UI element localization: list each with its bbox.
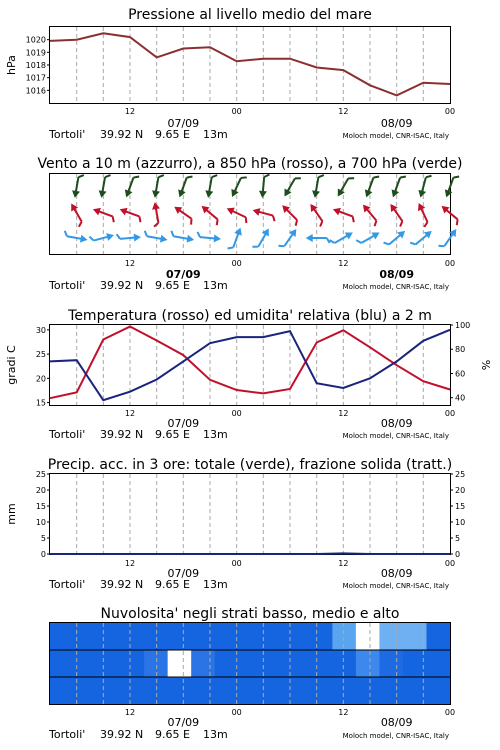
- wind-arrow: [117, 232, 142, 243]
- wind-arrow: [204, 174, 217, 199]
- model-credit: Moloch model, CNR-ISAC, Italy: [342, 132, 449, 140]
- wind-arrow: [170, 231, 195, 244]
- wind-arrow-head: [332, 205, 341, 215]
- x-tick-label: 00: [444, 409, 456, 418]
- wind-arrow: [225, 205, 251, 223]
- temp-humidity-panel: [5, 308, 493, 441]
- wind-arrow-barb: [264, 174, 269, 177]
- x-tick-label: 00: [444, 708, 456, 717]
- y-tick-label: 25: [35, 350, 46, 360]
- wind-arrow: [171, 203, 196, 224]
- x-tick-label: 00: [231, 409, 242, 418]
- wind-arrow-head: [151, 201, 160, 209]
- wind-arrow: [410, 227, 434, 249]
- wind-arrow-head: [362, 189, 372, 198]
- wind-arrow: [91, 205, 117, 222]
- wind-arrow: [118, 205, 144, 222]
- wind-arrow-barb: [241, 175, 247, 180]
- cloud-cell: [121, 650, 145, 677]
- y-tick-label: 25: [35, 470, 46, 479]
- y-tick-label: 15: [35, 398, 46, 408]
- x-tick-label: 12: [124, 259, 136, 268]
- cloud-cell: [309, 623, 333, 650]
- wind-arrow: [228, 226, 245, 252]
- x-tick-label: 12: [124, 409, 136, 418]
- model-credit: Moloch model, CNR-ISAC, Italy: [342, 432, 449, 440]
- wind-arrow: [252, 226, 272, 251]
- cloud-cell: [144, 623, 168, 650]
- wind-arrow-barb: [189, 219, 194, 225]
- y-tick-label: 10: [35, 518, 46, 527]
- wind-arrow: [281, 174, 301, 199]
- wind-arrow: [389, 173, 406, 199]
- wind-arrow: [63, 231, 88, 244]
- date-label: 08/09: [380, 716, 413, 729]
- altitude: 13m: [203, 728, 228, 741]
- wind-arrow-barb: [105, 174, 110, 178]
- latitude: 39.92 N: [100, 128, 144, 141]
- wind-arrow-head: [151, 190, 160, 198]
- wind-arrow-head: [134, 233, 142, 242]
- pressure-panel: [5, 7, 455, 141]
- altitude: 13m: [203, 279, 228, 292]
- y-tick-label: 30: [35, 325, 46, 335]
- wind-arrow: [278, 226, 299, 251]
- wind-arrow-head: [106, 231, 115, 241]
- wind-arrow: [143, 231, 168, 244]
- cloud-cell: [332, 650, 356, 677]
- wind-arrow: [438, 226, 459, 251]
- wind-arrow-barb: [327, 238, 330, 243]
- cloud-cell: [121, 623, 145, 650]
- wind-arrow-barb: [398, 221, 404, 226]
- precip-panel: [5, 457, 465, 591]
- wind-arrow-head: [118, 205, 127, 215]
- wind-arrow-barb: [384, 241, 390, 247]
- wind-arrow-head: [371, 229, 381, 239]
- x-tick-label: 12: [124, 559, 136, 568]
- cloud-cell: [168, 677, 192, 704]
- y-tick-label: 15: [35, 502, 46, 511]
- cloud-cell: [309, 650, 333, 677]
- wind-arrow: [306, 234, 330, 243]
- y-tick-label-right: 25: [455, 470, 466, 479]
- wind-arrow-barb: [170, 231, 174, 236]
- y-tick-label-right: 40: [455, 393, 466, 403]
- wind-arrow-head: [234, 226, 244, 235]
- x-tick-label: 12: [338, 107, 349, 116]
- wind-arrow-head: [122, 189, 132, 198]
- humidity-ylabel: %: [480, 359, 493, 371]
- wind-panel: [37, 156, 462, 292]
- wind-arrow-barb: [400, 175, 406, 180]
- x-tick-label: 00: [231, 708, 242, 717]
- y-tick-label: 20: [35, 486, 46, 495]
- cloud-cell: [238, 677, 262, 704]
- wind-arrow: [198, 203, 222, 225]
- cloud-cell: [379, 623, 403, 650]
- cloud-cell: [215, 677, 239, 704]
- date-label: 07/09: [167, 567, 200, 580]
- wind-arrow: [356, 228, 381, 248]
- wind-arrow-barb: [454, 219, 460, 225]
- wind-arrow-head: [306, 234, 313, 242]
- cloud-cell: [426, 677, 450, 704]
- altitude: 13m: [203, 578, 228, 591]
- wind-arrow-barb: [453, 175, 459, 180]
- wind-arrow-barb: [318, 221, 324, 226]
- y-tick-label-right: 5: [455, 534, 461, 543]
- date-label: 08/09: [379, 268, 414, 281]
- y-tick-label: 0: [40, 550, 46, 559]
- x-tick-label: 12: [338, 708, 349, 717]
- cloud-cell: [50, 650, 74, 677]
- longitude: 9.65 E: [155, 578, 190, 591]
- wind-arrow-barb: [410, 241, 416, 247]
- wind-arrow: [330, 228, 355, 248]
- wind-arrow: [176, 173, 193, 199]
- pressure-ylabel: hPa: [5, 55, 18, 75]
- longitude: 9.65 E: [155, 728, 190, 741]
- wind-arrow-barb: [244, 217, 249, 223]
- pressure-title: Pressione al livello medio del mare: [128, 7, 372, 23]
- cloud-cell: [50, 623, 74, 650]
- wind-arrow-barb: [187, 175, 193, 180]
- wind-arrow-head: [160, 235, 168, 244]
- cloud-cell: [215, 650, 239, 677]
- wind-arrow-barb: [133, 175, 139, 180]
- wind-arrow: [311, 174, 324, 199]
- y-tick-label-right: 20: [455, 486, 466, 495]
- wind-arrow-barb: [318, 174, 323, 178]
- wind-arrow: [150, 201, 163, 226]
- cloud-cell: [426, 623, 450, 650]
- cloud-cell: [121, 677, 145, 704]
- y-tick-label: 1020: [25, 35, 46, 45]
- wind-title: Vento a 10 m (azzurro), a 850 hPa (rosso), a 700 hPa (verde): [37, 156, 463, 172]
- wind-arrow: [331, 205, 357, 222]
- cloud-cell: [168, 650, 192, 677]
- wind-arrow-head: [71, 190, 80, 198]
- wind-arrow-barb: [117, 234, 120, 239]
- cloud-cell: [97, 650, 121, 677]
- wind-arrow: [122, 173, 139, 199]
- wind-arrow-barb: [144, 231, 148, 236]
- longitude: 9.65 E: [155, 279, 190, 292]
- wind-arrow-head: [97, 190, 106, 198]
- wind-arrow: [197, 232, 222, 243]
- wind-arrow-barb: [351, 216, 356, 222]
- cloud-cell: [285, 623, 309, 650]
- cloud-cell: [356, 623, 380, 650]
- wind-arrow: [334, 174, 354, 199]
- wind-arrow-head: [252, 206, 261, 216]
- x-tick-label: 12: [338, 559, 349, 568]
- date-label: 07/09: [167, 117, 200, 130]
- cloud-cell: [379, 650, 403, 677]
- cloud-cell: [262, 623, 286, 650]
- wind-arrow-barb: [373, 221, 379, 227]
- y-tick-label: 1017: [25, 73, 46, 83]
- altitude: 13m: [203, 428, 228, 441]
- y-tick-label: 20: [35, 374, 46, 384]
- y-tick-label-right: 0: [455, 550, 461, 559]
- cloud-cell: [168, 623, 192, 650]
- cloud-cell: [262, 650, 286, 677]
- wind-arrow-head: [258, 191, 267, 199]
- model-credit: Moloch model, CNR-ISAC, Italy: [342, 582, 449, 590]
- precip-frame: [50, 474, 451, 555]
- precip-title: Precip. acc. in 3 ore: totale (verde), frazione solida (tratt.): [47, 457, 453, 473]
- wind-arrow-barb: [295, 176, 301, 181]
- clouds-title: Nuvolosita' negli strati basso, medio e alto: [100, 606, 400, 622]
- cloud-cell: [191, 650, 215, 677]
- location-name: Tortoli': [49, 728, 86, 741]
- wind-arrow-barb: [78, 174, 83, 178]
- clouds-panel: [48, 606, 455, 741]
- cloud-cell: [426, 650, 450, 677]
- wind-arrow-barb: [278, 243, 284, 248]
- longitude: 9.65 E: [155, 128, 190, 141]
- y-tick-label: 5: [40, 534, 46, 543]
- pressure-line: [50, 33, 450, 95]
- wind-arrow-head: [345, 229, 355, 239]
- model-credit: Moloch model, CNR-ISAC, Italy: [342, 283, 449, 291]
- wind-arrow-barb: [438, 243, 444, 248]
- cloud-cell: [191, 623, 215, 650]
- wind-arrow: [417, 173, 432, 199]
- cloud-cell: [356, 650, 380, 677]
- x-tick-label: 00: [231, 559, 242, 568]
- location-name: Tortoli': [49, 578, 86, 591]
- y-tick-label: 1016: [25, 86, 46, 96]
- wind-arrow: [362, 173, 379, 199]
- humidity-line: [50, 330, 450, 400]
- precip-ylabel: mm: [5, 503, 18, 525]
- x-tick-label: 12: [124, 107, 136, 116]
- cloud-cell: [285, 677, 309, 704]
- wind-arrow-barb: [356, 239, 361, 245]
- cloud-cell: [191, 677, 215, 704]
- wind-arrow-barb: [423, 222, 429, 227]
- cloud-cell: [285, 650, 309, 677]
- wind-arrow-barb: [373, 175, 379, 180]
- cloud-cell: [144, 677, 168, 704]
- cloud-cell: [332, 623, 356, 650]
- wind-arrow-head: [214, 234, 222, 243]
- wind-arrow-barb: [64, 231, 68, 236]
- wind-arrow-barb: [330, 239, 335, 245]
- cloud-cell: [144, 650, 168, 677]
- y-tick-label-right: 15: [455, 502, 466, 511]
- wind-arrow-barb: [77, 222, 83, 227]
- wind-arrow-barb: [111, 216, 116, 222]
- wind-arrow-barb: [138, 216, 143, 222]
- location-name: Tortoli': [49, 428, 86, 441]
- cloud-cell: [379, 677, 403, 704]
- wind-arrow-barb: [252, 244, 258, 249]
- latitude: 39.92 N: [100, 279, 144, 292]
- date-label: 08/09: [380, 417, 413, 430]
- y-tick-label: 1019: [25, 48, 46, 58]
- cloud-cell: [238, 623, 262, 650]
- cloud-cell: [309, 677, 333, 704]
- wind-arrow-barb: [212, 174, 217, 178]
- cloud-cell: [215, 623, 239, 650]
- wind-arrow-barb: [89, 236, 93, 242]
- wind-arrow: [97, 174, 110, 199]
- cloud-cell: [97, 677, 121, 704]
- x-tick-label: 00: [444, 259, 456, 268]
- wind-arrow-barb: [214, 219, 220, 225]
- longitude: 9.65 E: [155, 428, 190, 441]
- temp-humidity-title: Temperatura (rosso) ed umidita' relativa (blu) a 2 m: [68, 308, 432, 324]
- y-tick-label: 1018: [25, 61, 46, 70]
- wind-arrow-head: [225, 205, 235, 215]
- y-tick-label-right: 60: [455, 369, 466, 379]
- temp-ylabel: gradi C: [5, 345, 18, 385]
- x-tick-label: 12: [338, 409, 349, 418]
- x-tick-label: 00: [444, 107, 456, 116]
- wind-arrow-barb: [294, 220, 300, 226]
- wind-arrow: [89, 230, 115, 245]
- wind-arrow: [384, 227, 408, 249]
- wind-arrow-head: [80, 235, 88, 244]
- wind-arrow-head: [176, 189, 186, 198]
- precip-line: [50, 553, 450, 554]
- date-label: 07/09: [167, 716, 200, 729]
- altitude: 13m: [203, 128, 228, 141]
- date-label: 07/09: [167, 417, 200, 430]
- wind-arrow: [258, 174, 269, 199]
- x-tick-label: 12: [338, 259, 349, 268]
- wind-arrow-barb: [228, 246, 234, 251]
- cloud-cell: [262, 677, 286, 704]
- wind-arrow: [151, 174, 164, 199]
- wind-arrow: [71, 174, 84, 199]
- date-label: 08/09: [380, 567, 413, 580]
- x-tick-label: 12: [124, 708, 136, 717]
- cloud-cell: [97, 623, 121, 650]
- latitude: 39.92 N: [100, 428, 144, 441]
- wind-arrow-barb: [197, 232, 200, 237]
- location-name: Tortoli': [49, 128, 86, 141]
- wind-arrow-barb: [272, 216, 276, 222]
- wind-arrow-head: [417, 190, 427, 199]
- cloud-cell: [238, 650, 262, 677]
- wind-arrow-barb: [348, 176, 354, 181]
- x-tick-label: 00: [231, 259, 242, 268]
- y-tick-label-right: 100: [455, 321, 471, 330]
- wind-arrow-barb: [158, 174, 163, 178]
- wind-arrow: [251, 206, 277, 221]
- cloud-cell: [50, 677, 74, 704]
- date-label: 08/09: [380, 117, 413, 130]
- cloud-cell: [356, 677, 380, 704]
- wind-arrow: [228, 174, 246, 200]
- location-name: Tortoli': [49, 279, 86, 292]
- date-label: 07/09: [166, 268, 201, 281]
- y-tick-label-right: 10: [455, 518, 466, 527]
- model-credit: Moloch model, CNR-ISAC, Italy: [342, 732, 449, 740]
- x-tick-label: 00: [444, 559, 456, 568]
- wind-arrow-head: [187, 235, 195, 244]
- wind-arrow-head: [204, 190, 213, 198]
- y-tick-label-right: 80: [455, 345, 466, 355]
- cloud-cell: [332, 677, 356, 704]
- wind-arrow-head: [92, 205, 101, 215]
- x-tick-label: 00: [231, 107, 242, 116]
- latitude: 39.92 N: [100, 578, 144, 591]
- wind-arrow-barb: [426, 174, 432, 178]
- wind-arrow-head: [389, 189, 399, 198]
- wind-arrow-head: [311, 190, 320, 198]
- latitude: 39.92 N: [100, 728, 144, 741]
